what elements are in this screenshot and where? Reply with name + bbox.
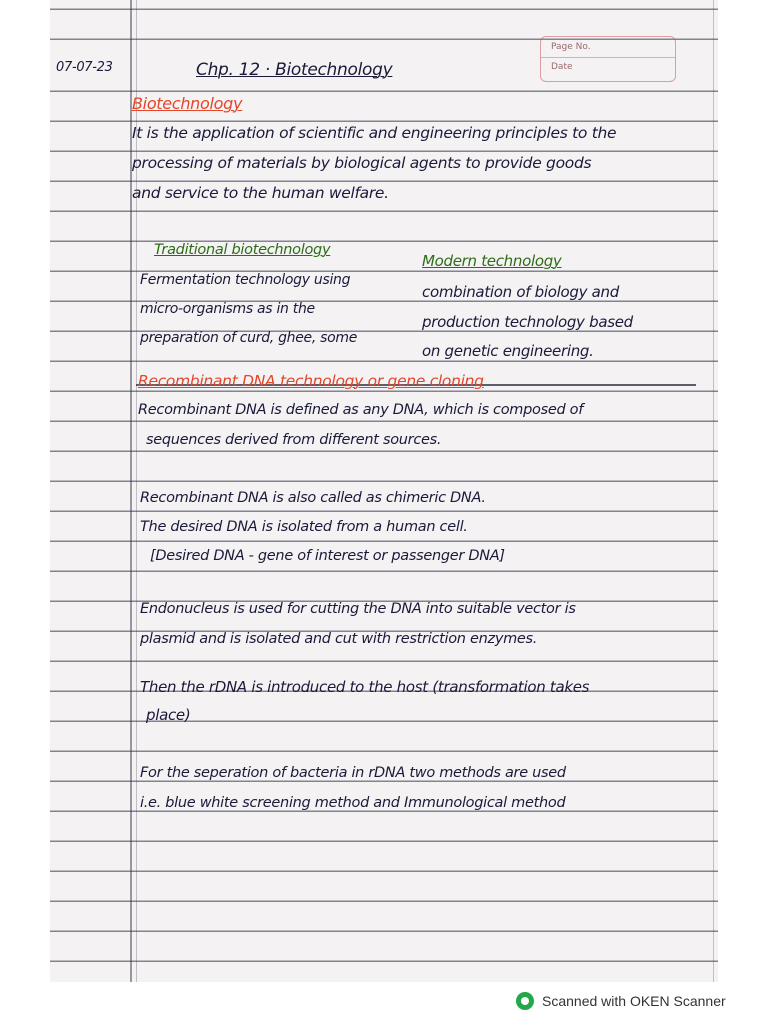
modern-line-3: on genetic engineering. bbox=[422, 342, 594, 360]
margin-line-inner bbox=[136, 0, 137, 982]
date-label: Date bbox=[551, 62, 573, 72]
recombinant-heading: Recombinant DNA technology or gene cloning bbox=[138, 372, 484, 390]
oken-logo-icon bbox=[516, 992, 534, 1010]
biotech-line-2: processing of materials by biological agents to provide goods bbox=[132, 154, 592, 172]
isolated-line: The desired DNA is isolated from a human cell. bbox=[140, 519, 468, 535]
modern-line-1: combination of biology and bbox=[422, 283, 619, 301]
page-edge-line bbox=[713, 0, 714, 982]
margin-line bbox=[130, 0, 132, 982]
recombinant-def-line-1: Recombinant DNA is defined as any DNA, which is composed of bbox=[138, 402, 584, 418]
chapter-title: Chp. 12 · Biotechnology bbox=[196, 60, 393, 80]
bracket-note: [Desired DNA - gene of interest or passenger DNA] bbox=[150, 548, 505, 564]
scanner-text: Scanned with OKEN Scanner bbox=[542, 993, 726, 1009]
page-no-label: Page No. bbox=[551, 42, 591, 52]
scanner-watermark bbox=[516, 991, 726, 1011]
recombinant-def-line-2: sequences derived from different sources. bbox=[146, 432, 442, 448]
biotech-line-3: and service to the human welfare. bbox=[132, 184, 389, 202]
chimeric-line: Recombinant DNA is also called as chimeric DNA. bbox=[140, 490, 486, 506]
traditional-line-2: micro-organisms as in the bbox=[140, 301, 315, 317]
traditional-line-3: preparation of curd, ghee, some bbox=[140, 330, 358, 346]
endo-line-2: plasmid and is isolated and cut with restriction enzymes. bbox=[140, 631, 538, 647]
date-handwritten: 07-07-23 bbox=[56, 60, 113, 75]
traditional-heading: Traditional biotechnology bbox=[154, 242, 331, 258]
modern-heading: Modern technology bbox=[422, 252, 562, 270]
separation-line-2: i.e. blue white screening method and Immunological method bbox=[140, 795, 566, 811]
page-date-box bbox=[540, 36, 676, 82]
page-box-divider bbox=[541, 57, 675, 58]
host-line-1: Then the rDNA is introduced to the host (transformation takes bbox=[140, 678, 590, 696]
biotech-line-1: It is the application of scientific and engineering principles to the bbox=[132, 124, 617, 142]
traditional-line-1: Fermentation technology using bbox=[140, 272, 351, 288]
biotech-heading: Biotechnology bbox=[132, 94, 243, 113]
separation-line-1: For the seperation of bacteria in rDNA two methods are used bbox=[140, 765, 566, 781]
host-line-2: place) bbox=[146, 706, 191, 724]
endo-line-1: Endonucleus is used for cutting the DNA into suitable vector is bbox=[140, 601, 576, 617]
modern-line-2: production technology based bbox=[422, 313, 633, 331]
notebook-page bbox=[50, 0, 718, 982]
